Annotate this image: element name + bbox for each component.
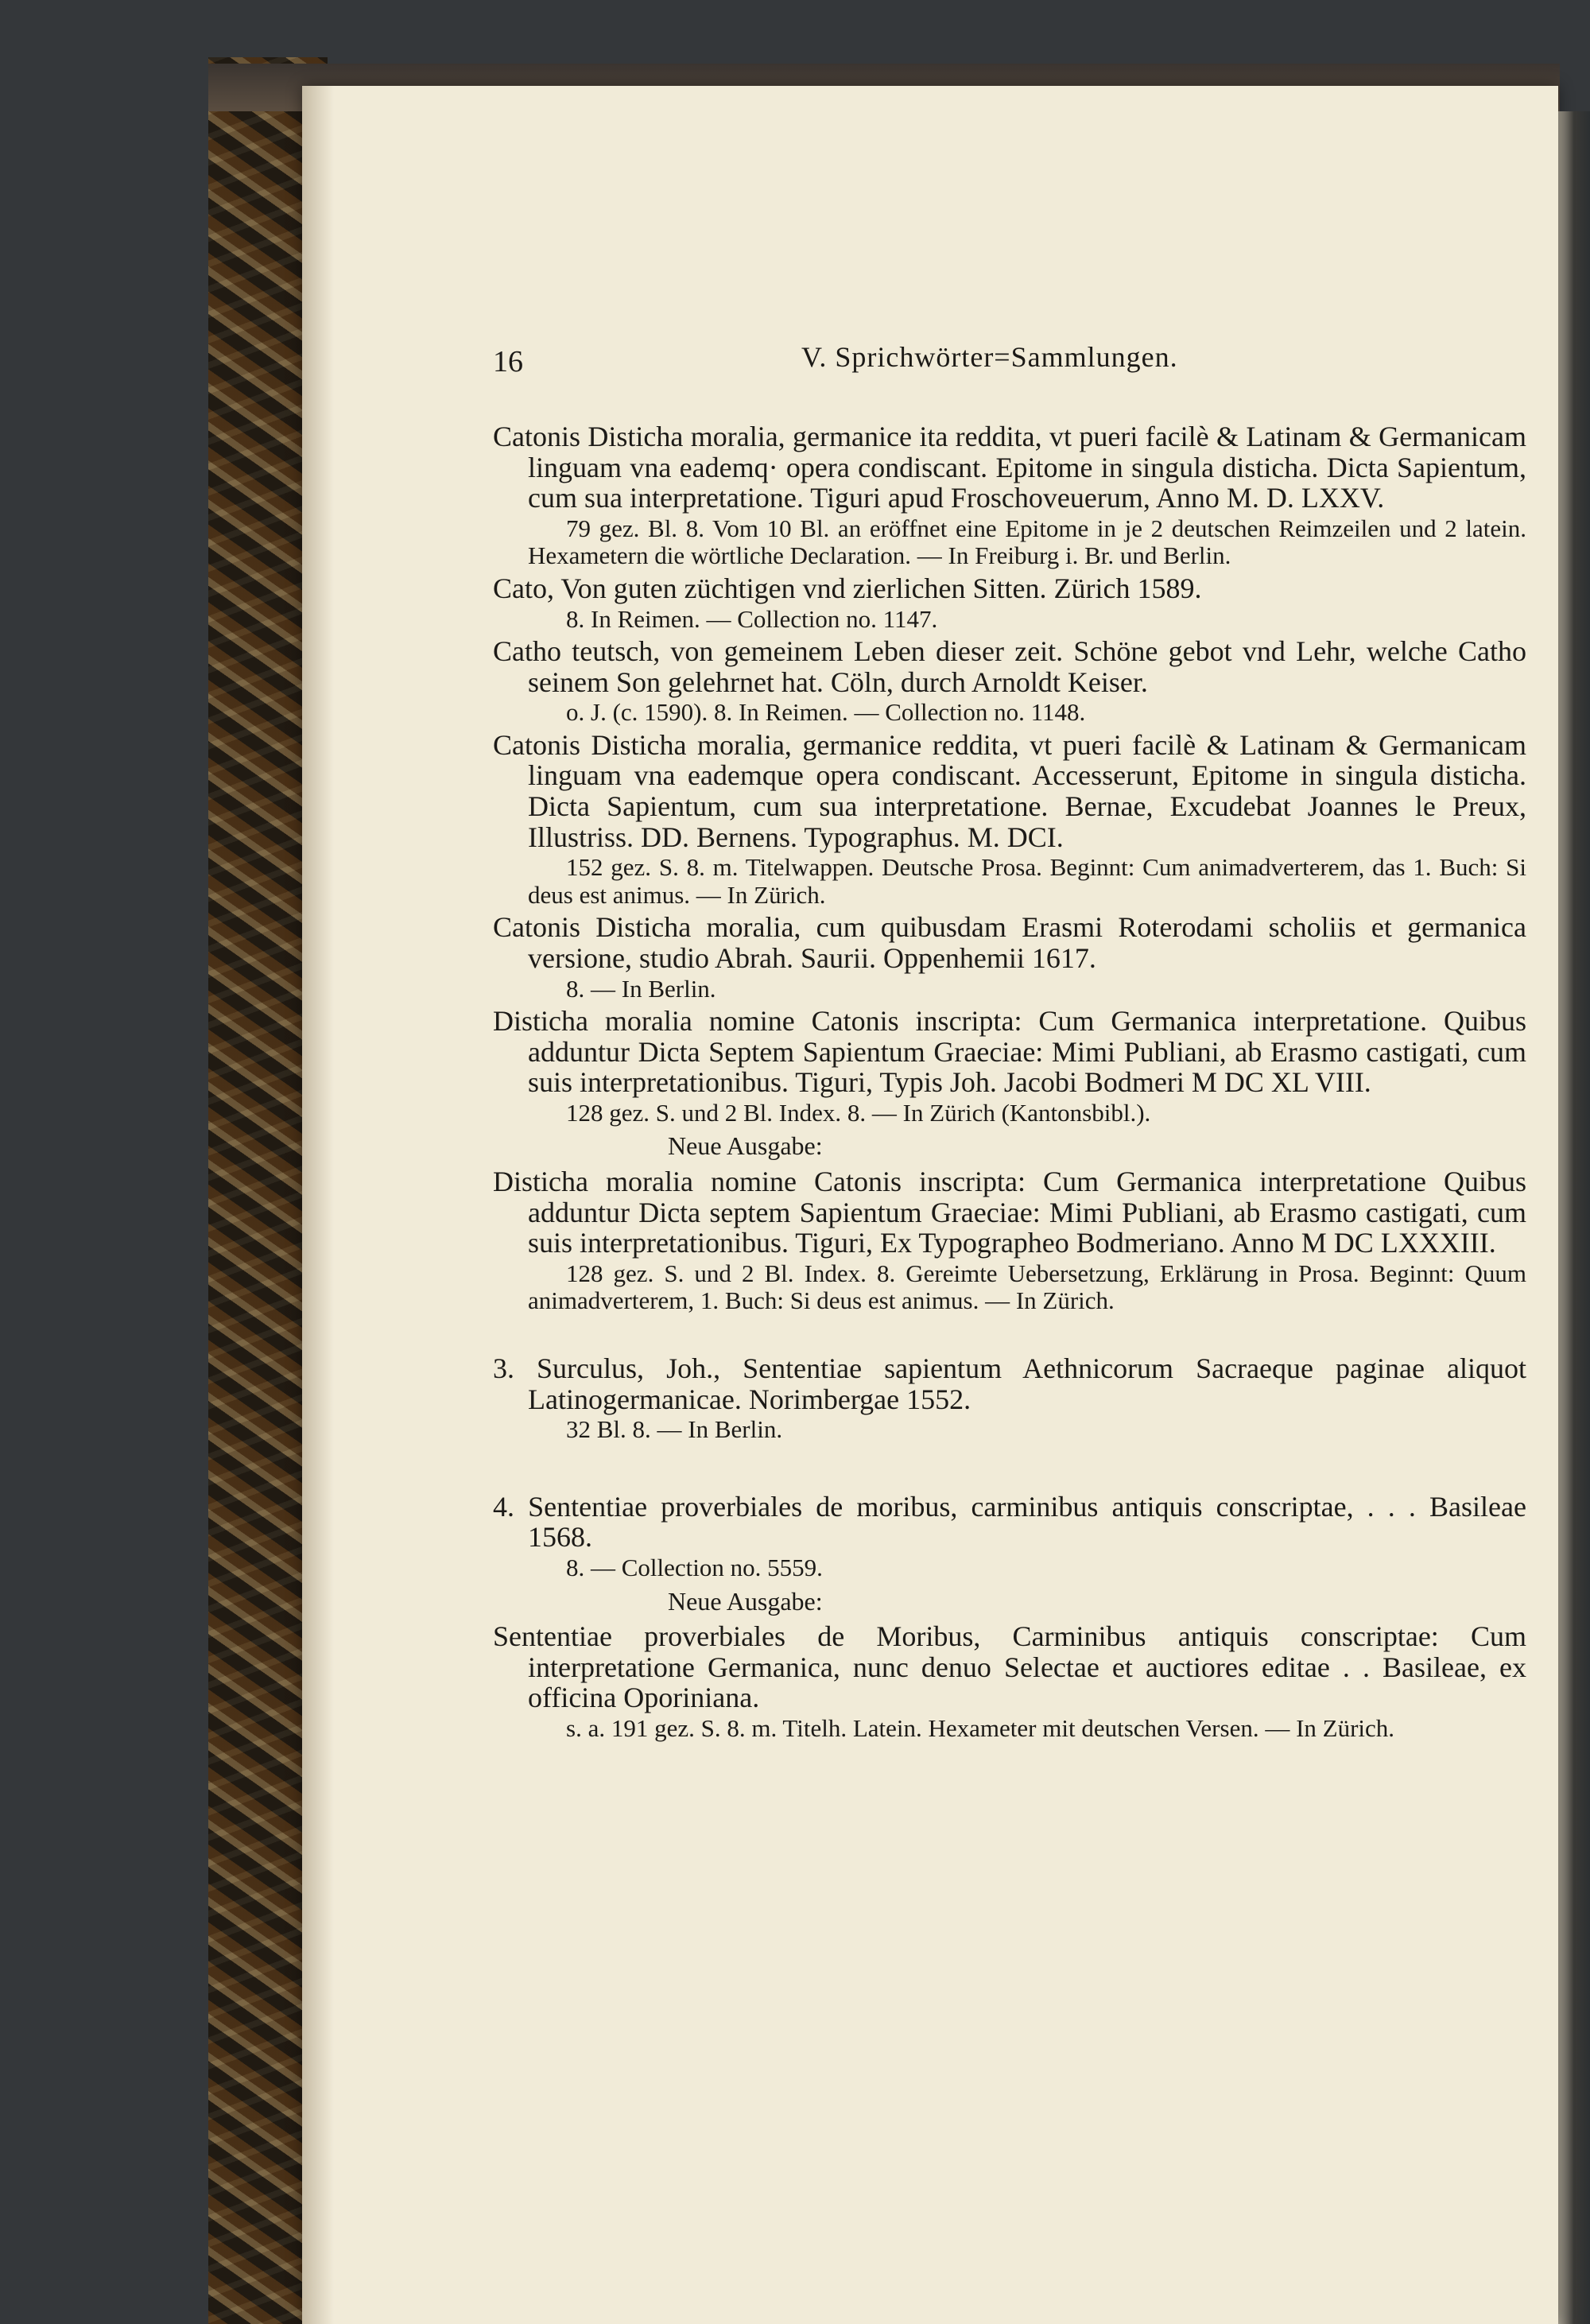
entry-title: 4. Sententiae proverbiales de moribus, carminibus antiquis conscriptae, . . . Basileae 1568. <box>493 1490 1526 1554</box>
entry-note: 128 gez. S. und 2 Bl. Index. 8. Gereimte Uebersetzung, Erklärung in Prosa. Beginnt: Quum animadverterem, 1. Buch: Si deus est animus. — In Zürich. <box>528 1259 1526 1315</box>
entry-note: o. J. (c. 1590). 8. In Reimen. — Collection no. 1148. <box>566 698 1086 727</box>
edition-heading: Neue Ausgabe: <box>668 1131 823 1161</box>
entry-title: Disticha moralia nomine Catonis inscripta: Cum Germanica interpretatione. Quibus adduntur Dicta Septem Sapientum Graeciae: Mimi Publiani, ab Erasmo castigati, cum suis interpretationibus. Tiguri, Typis Joh. Jacobi Bodmeri M DC XL VIII. <box>493 1005 1526 1099</box>
bibliography-entries <box>493 421 1526 1745</box>
entry-title: 3. Surculus, Joh., Sententiae sapientum Aethnicorum Sacraeque paginae aliquot Latinogermanicae. Norimbergae 1552. <box>493 1352 1526 1415</box>
edition-heading: Neue Ausgabe: <box>668 1586 823 1616</box>
entry-note: 152 gez. S. 8. m. Titelwappen. Deutsche Prosa. Beginnt: Cum animadverterem, das 1. Buch: Si deus est animus. — In Zürich. <box>528 853 1526 909</box>
section-gap <box>493 1447 1526 1492</box>
entry-title: Catonis Disticha moralia, germanice reddita, vt pueri facilè & Latinam & Germanicam linguam vna eademque opera condiscant. Accesserunt, Epitome in singula disticha. Dicta Sapientum, cum sua interpretatione. Bernae, Excudebat Joannes le Preux, Illustriss. DD. Bernens. Typographus. M. DCI. <box>493 728 1526 853</box>
entry-title: Cato, Von guten züchtigen vnd zierlichen Sitten. Zürich 1589. <box>493 572 1202 604</box>
entry-note: s. a. 191 gez. S. 8. m. Titelh. Latein. Hexameter mit deutschen Versen. — In Zürich. <box>566 1713 1395 1742</box>
entry-title: Catho teutsch, von gemeinem Leben dieser zeit. Schöne gebot vnd Lehr, welche Catho seinem Son gelehrnet hat. Cöln, durch Arnoldt Keiser. <box>493 635 1526 698</box>
page-right-edge <box>1554 111 1590 2324</box>
entry-title: Catonis Disticha moralia, germanice ita reddita, vt pueri facilè & Latinam & Germanicam linguam vna eademq· opera condiscant. Epitome in singula disticha. Dicta Sapientum, cum sua interpretatione. Tiguri apud Froschoveuerum, Anno M. D. LXXV. <box>493 421 1526 514</box>
section-gap <box>493 1318 1526 1353</box>
entry-title: Sententiae proverbiales de Moribus, Carminibus antiquis conscriptae: Cum interpretatione Germanica, nunc denuo Selectae et auctiores editae . . Basileae, ex officina Oporiniana. <box>493 1620 1526 1714</box>
entry-title: Disticha moralia nomine Catonis inscripta: Cum Germanica interpretatione Quibus adduntur Dicta septem Sapientum Graeciae: Mimi Publiani, ab Erasmo castigati, cum suis interpretationibus. Tiguri, Ex Typographeo Bodmeriano. Anno M DC LXXXIII. <box>493 1166 1526 1259</box>
entry-title: Catonis Disticha moralia, cum quibusdam Erasmi Roterodami scholiis et germanica versione, studio Abrah. Saurii. Oppenhemii 1617. <box>493 911 1526 974</box>
entry-note: 79 gez. Bl. 8. Vom 10 Bl. an eröffnet eine Epitome in je 2 deutschen Reimzeilen und 2 latein. Hexametern die wörtliche Declaration. — In Freiburg i. Br. und Berlin. <box>528 514 1526 570</box>
entry-note: 8. — In Berlin. <box>566 974 716 1003</box>
entry-note: 32 Bl. 8. — In Berlin. <box>566 1415 783 1444</box>
running-title: V. Sprichwörter=Sammlungen. <box>801 341 1178 373</box>
book-page <box>302 86 1558 2324</box>
page-number: 16 <box>493 345 523 378</box>
entry-note: 8. In Reimen. — Collection no. 1147. <box>566 604 938 633</box>
entry-note: 8. — Collection no. 5559. <box>566 1553 823 1581</box>
entry-note: 128 gez. S. und 2 Bl. Index. 8. — In Zürich (Kantonsbibl.). <box>566 1098 1151 1127</box>
